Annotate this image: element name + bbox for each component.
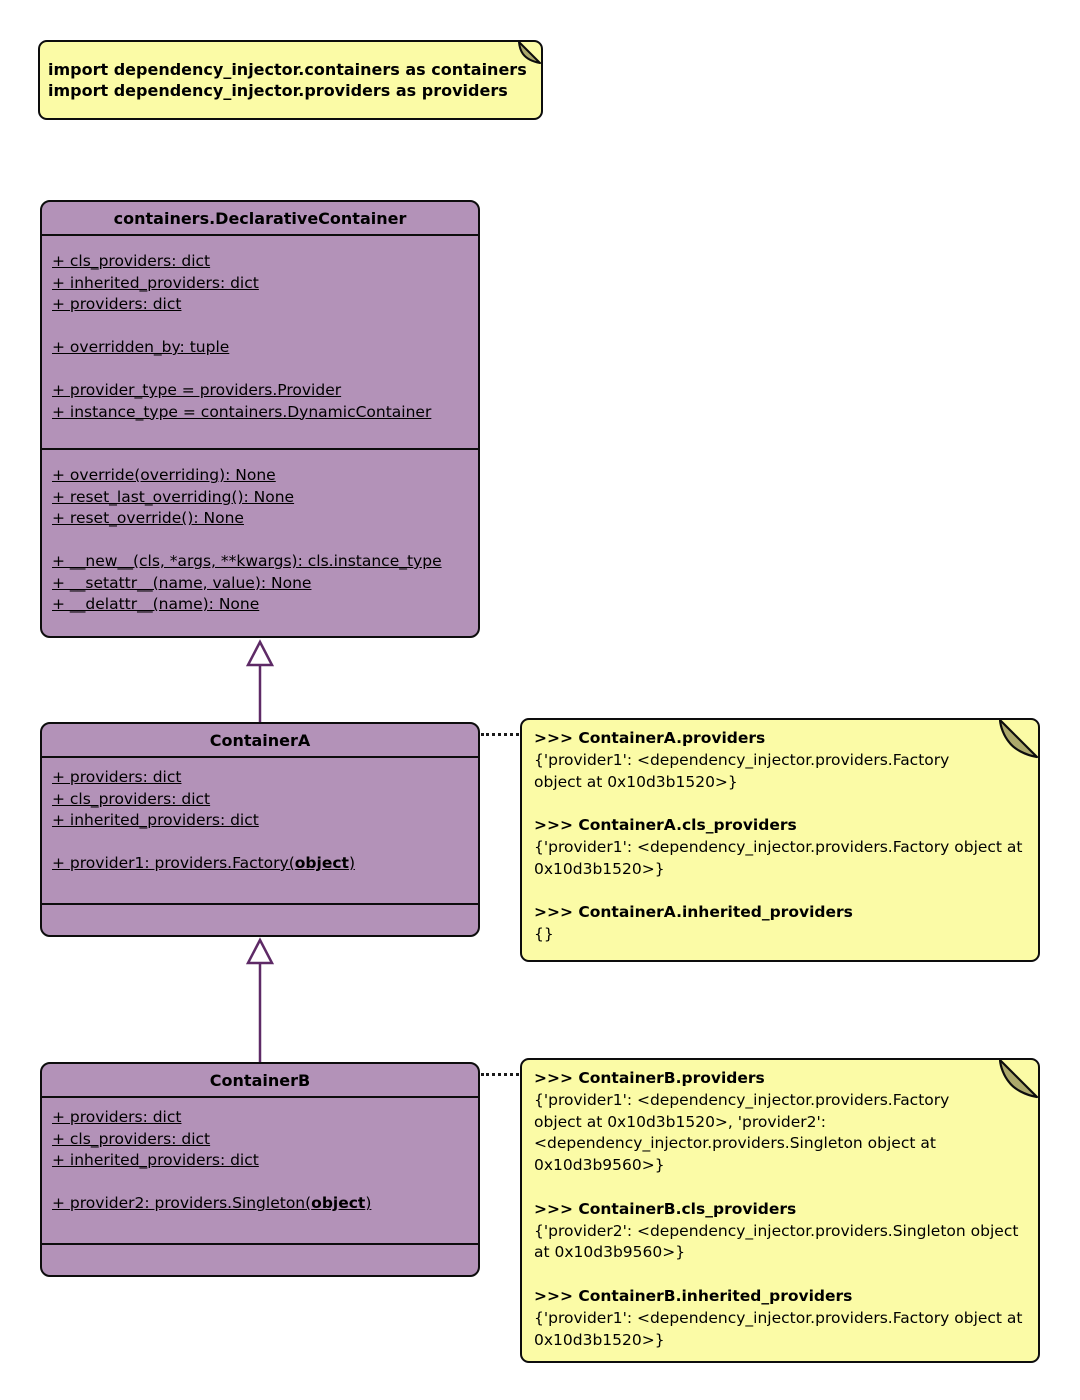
attribute-text: ) xyxy=(348,854,355,872)
blank-line xyxy=(52,359,468,381)
note-fold-icon xyxy=(518,41,542,65)
container-a-repl-note xyxy=(520,718,1040,962)
note-link-dotted-line xyxy=(481,1073,519,1076)
repl-command: >>> ContainerA.cls_providers xyxy=(534,816,797,835)
repl-block xyxy=(534,728,1026,793)
method: + reset_last_overriding(): None xyxy=(52,487,295,506)
attribute: + cls_providers: dict xyxy=(52,1129,211,1148)
attribute: + inherited_providers: dict xyxy=(52,811,259,829)
attribute-bold-text: object xyxy=(294,854,349,872)
method: + __setattr__(name, value): None xyxy=(52,573,312,592)
attribute: + providers: dict xyxy=(52,295,182,313)
repl-block xyxy=(534,1199,1026,1264)
attribute: + inherited_providers: dict xyxy=(52,273,259,292)
methods-compartment xyxy=(42,448,478,636)
class-container-a xyxy=(40,722,480,937)
attribute: + providers: dict xyxy=(52,1108,182,1126)
repl-command: >>> ContainerB.inherited_providers xyxy=(534,1286,853,1305)
attribute-text: + provider2: providers.Singleton( xyxy=(52,1194,312,1212)
repl-command: >>> ContainerB.providers xyxy=(534,1069,765,1087)
blank-line xyxy=(52,530,468,552)
blank-line xyxy=(534,1177,1026,1199)
repl-output: {'provider2': <dependency_injector.providers.Singleton object at 0x10d3b9560>} xyxy=(534,1221,1019,1262)
repl-block xyxy=(534,902,1026,946)
class-title: containers.DeclarativeContainer xyxy=(42,202,478,236)
repl-output: {} xyxy=(534,925,554,944)
attribute xyxy=(52,853,468,875)
class-title: ContainerB xyxy=(42,1064,478,1098)
imports-note xyxy=(38,40,543,120)
import-line: import dependency_injector.containers as containers xyxy=(48,60,527,79)
attribute: + provider_type = providers.Provider xyxy=(52,381,342,399)
repl-output: {'provider1': <dependency_injector.providers.Factory object at 0x10d3b1520>} xyxy=(534,837,1023,878)
attribute-text: + provider1: providers.Factory( xyxy=(52,854,295,872)
repl-output: {'provider1': <dependency_injector.providers.Factory object at 0x10d3b1520>} xyxy=(534,750,950,791)
blank-line xyxy=(52,1172,468,1194)
repl-block xyxy=(534,1286,1026,1351)
class-container-b xyxy=(40,1062,480,1277)
blank-line xyxy=(52,832,468,854)
attribute-bold-text: object xyxy=(311,1194,366,1212)
attribute: + instance_type = containers.DynamicContainer xyxy=(52,402,432,421)
repl-command: >>> ContainerA.providers xyxy=(534,729,766,747)
repl-block xyxy=(534,815,1026,880)
blank-line xyxy=(534,881,1026,903)
attribute: + overridden_by: tuple xyxy=(52,338,230,356)
methods-compartment-empty xyxy=(42,1243,478,1275)
repl-command: >>> ContainerB.cls_providers xyxy=(534,1199,797,1218)
method: + override(overriding): None xyxy=(52,466,276,484)
note-fold-icon xyxy=(999,719,1039,759)
note-link-dotted-line xyxy=(481,733,519,736)
repl-output: {'provider1': <dependency_injector.providers.Factory object at 0x10d3b1520>} xyxy=(534,1308,1023,1349)
attributes-compartment xyxy=(42,758,478,903)
attributes-compartment xyxy=(42,1098,478,1243)
blank-line xyxy=(52,316,468,338)
attributes-compartment xyxy=(42,236,478,448)
class-declarative-container xyxy=(40,200,480,638)
attribute: + inherited_providers: dict xyxy=(52,1151,259,1169)
class-title: ContainerA xyxy=(42,724,478,758)
attribute xyxy=(52,1193,468,1215)
inheritance-arrow-icon xyxy=(240,640,280,724)
methods-compartment-empty xyxy=(42,903,478,935)
repl-block xyxy=(534,1068,1026,1177)
import-line: import dependency_injector.providers as providers xyxy=(48,81,508,100)
attribute: + cls_providers: dict xyxy=(52,252,211,270)
attribute-text: ) xyxy=(365,1194,372,1212)
method: + __delattr__(name): None xyxy=(52,595,260,613)
blank-line xyxy=(534,1264,1026,1286)
repl-output: {'provider1': <dependency_injector.providers.Factory object at 0x10d3b1520>, 'provider2': <dependency_injector.providers.Singleton object at 0x10d3b9560>} xyxy=(534,1090,950,1175)
attribute: + providers: dict xyxy=(52,768,182,786)
container-b-repl-note xyxy=(520,1058,1040,1363)
method: + reset_override(): None xyxy=(52,509,244,527)
note-fold-icon xyxy=(999,1059,1039,1099)
repl-command: >>> ContainerA.inherited_providers xyxy=(534,903,853,922)
method: + __new__(cls, *args, **kwargs): cls.instance_type xyxy=(52,552,442,570)
inheritance-arrow-icon xyxy=(240,938,280,1063)
blank-line xyxy=(534,793,1026,815)
attribute: + cls_providers: dict xyxy=(52,789,211,808)
